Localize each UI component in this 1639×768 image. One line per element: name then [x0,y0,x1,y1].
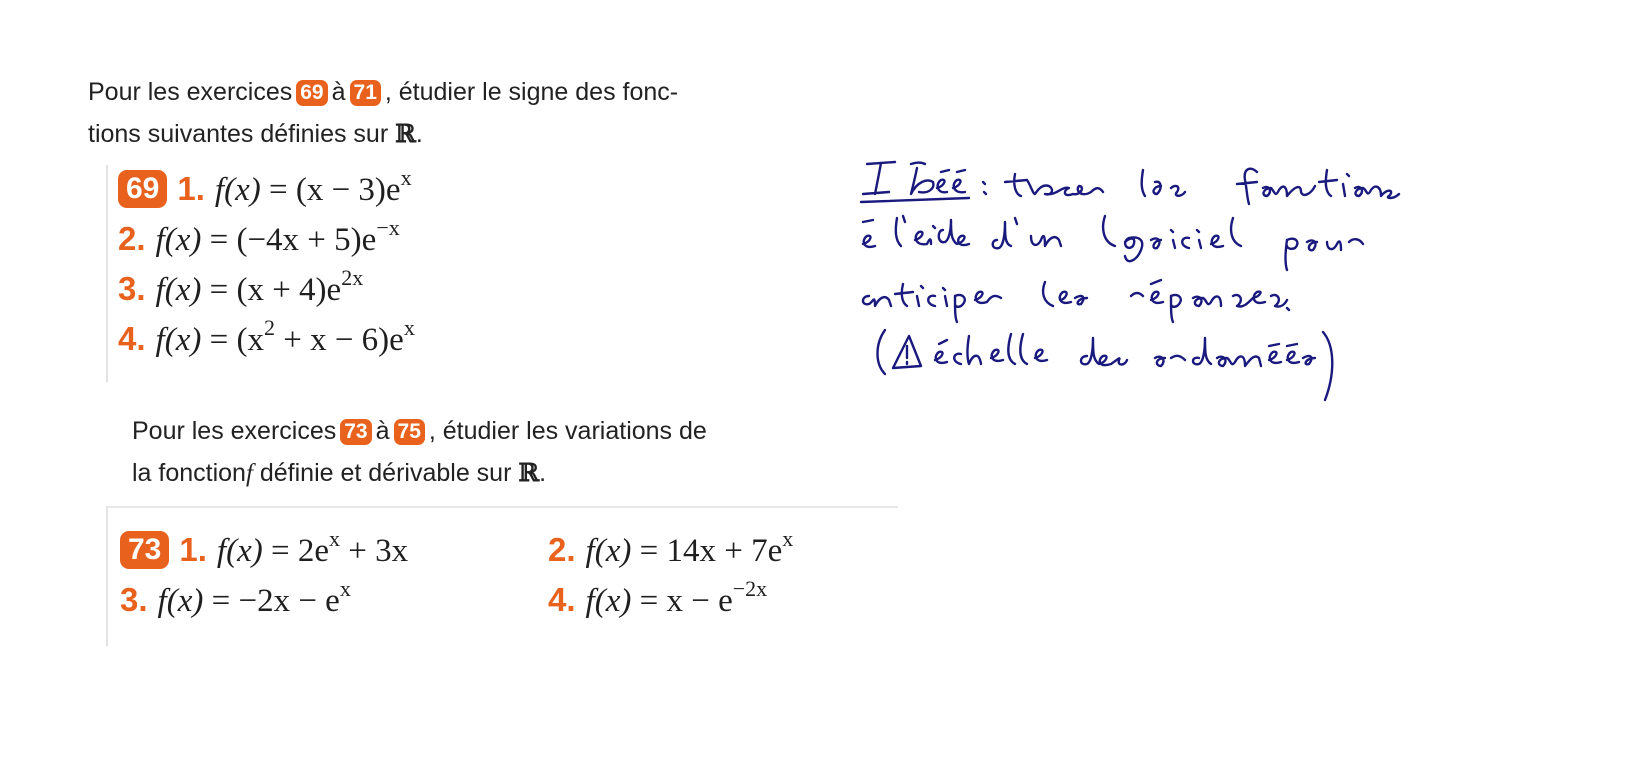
equation [155,315,415,358]
function-name: f(x) [585,583,632,619]
function-name: f(x) [155,322,202,358]
intro-text: tions suivantes définies sur [88,120,389,148]
item-number: 1. [179,531,207,568]
intro-text: . [539,459,547,487]
expression: + 3x [339,533,409,569]
equation [585,526,794,569]
equals-sign: = [631,533,667,569]
expression: (x + 4)e [236,272,342,308]
intro-text: Pour les exercices [132,417,337,445]
intro-text: à [375,417,390,445]
equation [214,165,412,208]
real-numbers-symbol: ℝ [395,119,416,148]
item-number: 3. [118,270,146,307]
exercise-ref-badge: 73 [340,419,371,445]
exponent: 2 [263,315,275,340]
intro-text: définie et dérivable sur [252,459,512,487]
expression: (−4x + 5)e [236,222,377,258]
function-name: f(x) [214,172,261,208]
equation-line [118,215,400,263]
function-name: f(x) [155,272,202,308]
equation-line [548,576,767,624]
intro-text: la fonction [132,459,246,487]
equation [216,526,409,569]
exercise-number-badge: 73 [120,531,169,569]
exponent: x [328,526,340,551]
exercise-73-block [106,506,898,646]
equation-line [118,315,415,363]
equals-sign: = [631,583,667,619]
equation-line [118,165,412,213]
equals-sign: = [201,322,237,358]
expression: −2x − e [238,583,340,619]
exponent: −2x [732,576,768,601]
equation-line [118,265,363,313]
equals-sign: = [201,222,237,258]
equals-sign: = [201,272,237,308]
intro-text: Pour les exercices [88,78,293,106]
equation [157,576,351,619]
expression: x − e [666,583,733,619]
exercise-ref-badge: 69 [296,80,327,106]
item-number: 3. [120,581,148,618]
expression: 14x + 7e [666,533,783,569]
expression: + x − 6)e [274,322,404,358]
item-number: 4. [548,581,576,618]
intro-text: . [415,120,423,148]
handwritten-note [855,160,1495,420]
handwriting-strokes [861,162,1399,400]
intro-text: , étudier le signe des fonc- [384,78,679,106]
equals-sign: = [262,533,298,569]
exponent: −x [376,215,400,240]
item-number: 2. [548,531,576,568]
exponent: 2x [341,265,364,290]
equation [155,265,364,308]
equation [585,576,768,619]
intro-paragraph-1 [88,71,808,155]
function-name: f(x) [155,222,202,258]
equation [155,215,400,258]
exercise-69-block [106,165,415,382]
intro-paragraph-2 [132,410,872,495]
exponent: x [782,526,794,551]
exercise-number-badge: 69 [118,170,167,208]
equals-sign: = [260,172,296,208]
item-number: 1. [177,170,205,207]
equals-sign: = [203,583,239,619]
exercise-ref-badge: 75 [394,419,425,445]
intro-text: à [331,78,346,106]
exercise-ref-badge: 71 [350,80,381,106]
item-number: 2. [118,220,146,257]
function-name: f(x) [157,583,204,619]
function-name: f(x) [585,533,632,569]
equation-line [120,576,351,624]
expression: (x − 3)e [295,172,401,208]
function-name: f(x) [216,533,263,569]
equation-line [120,526,408,574]
real-numbers-symbol: ℝ [518,458,540,487]
exponent: x [339,576,351,601]
exponent: x [403,315,415,340]
expression: (x [236,322,264,358]
expression: 2e [297,533,329,569]
intro-text: , étudier les variations de [428,417,707,445]
exponent: x [400,165,412,190]
item-number: 4. [118,320,146,357]
function-name: f [245,460,253,487]
equation-line [548,526,793,574]
